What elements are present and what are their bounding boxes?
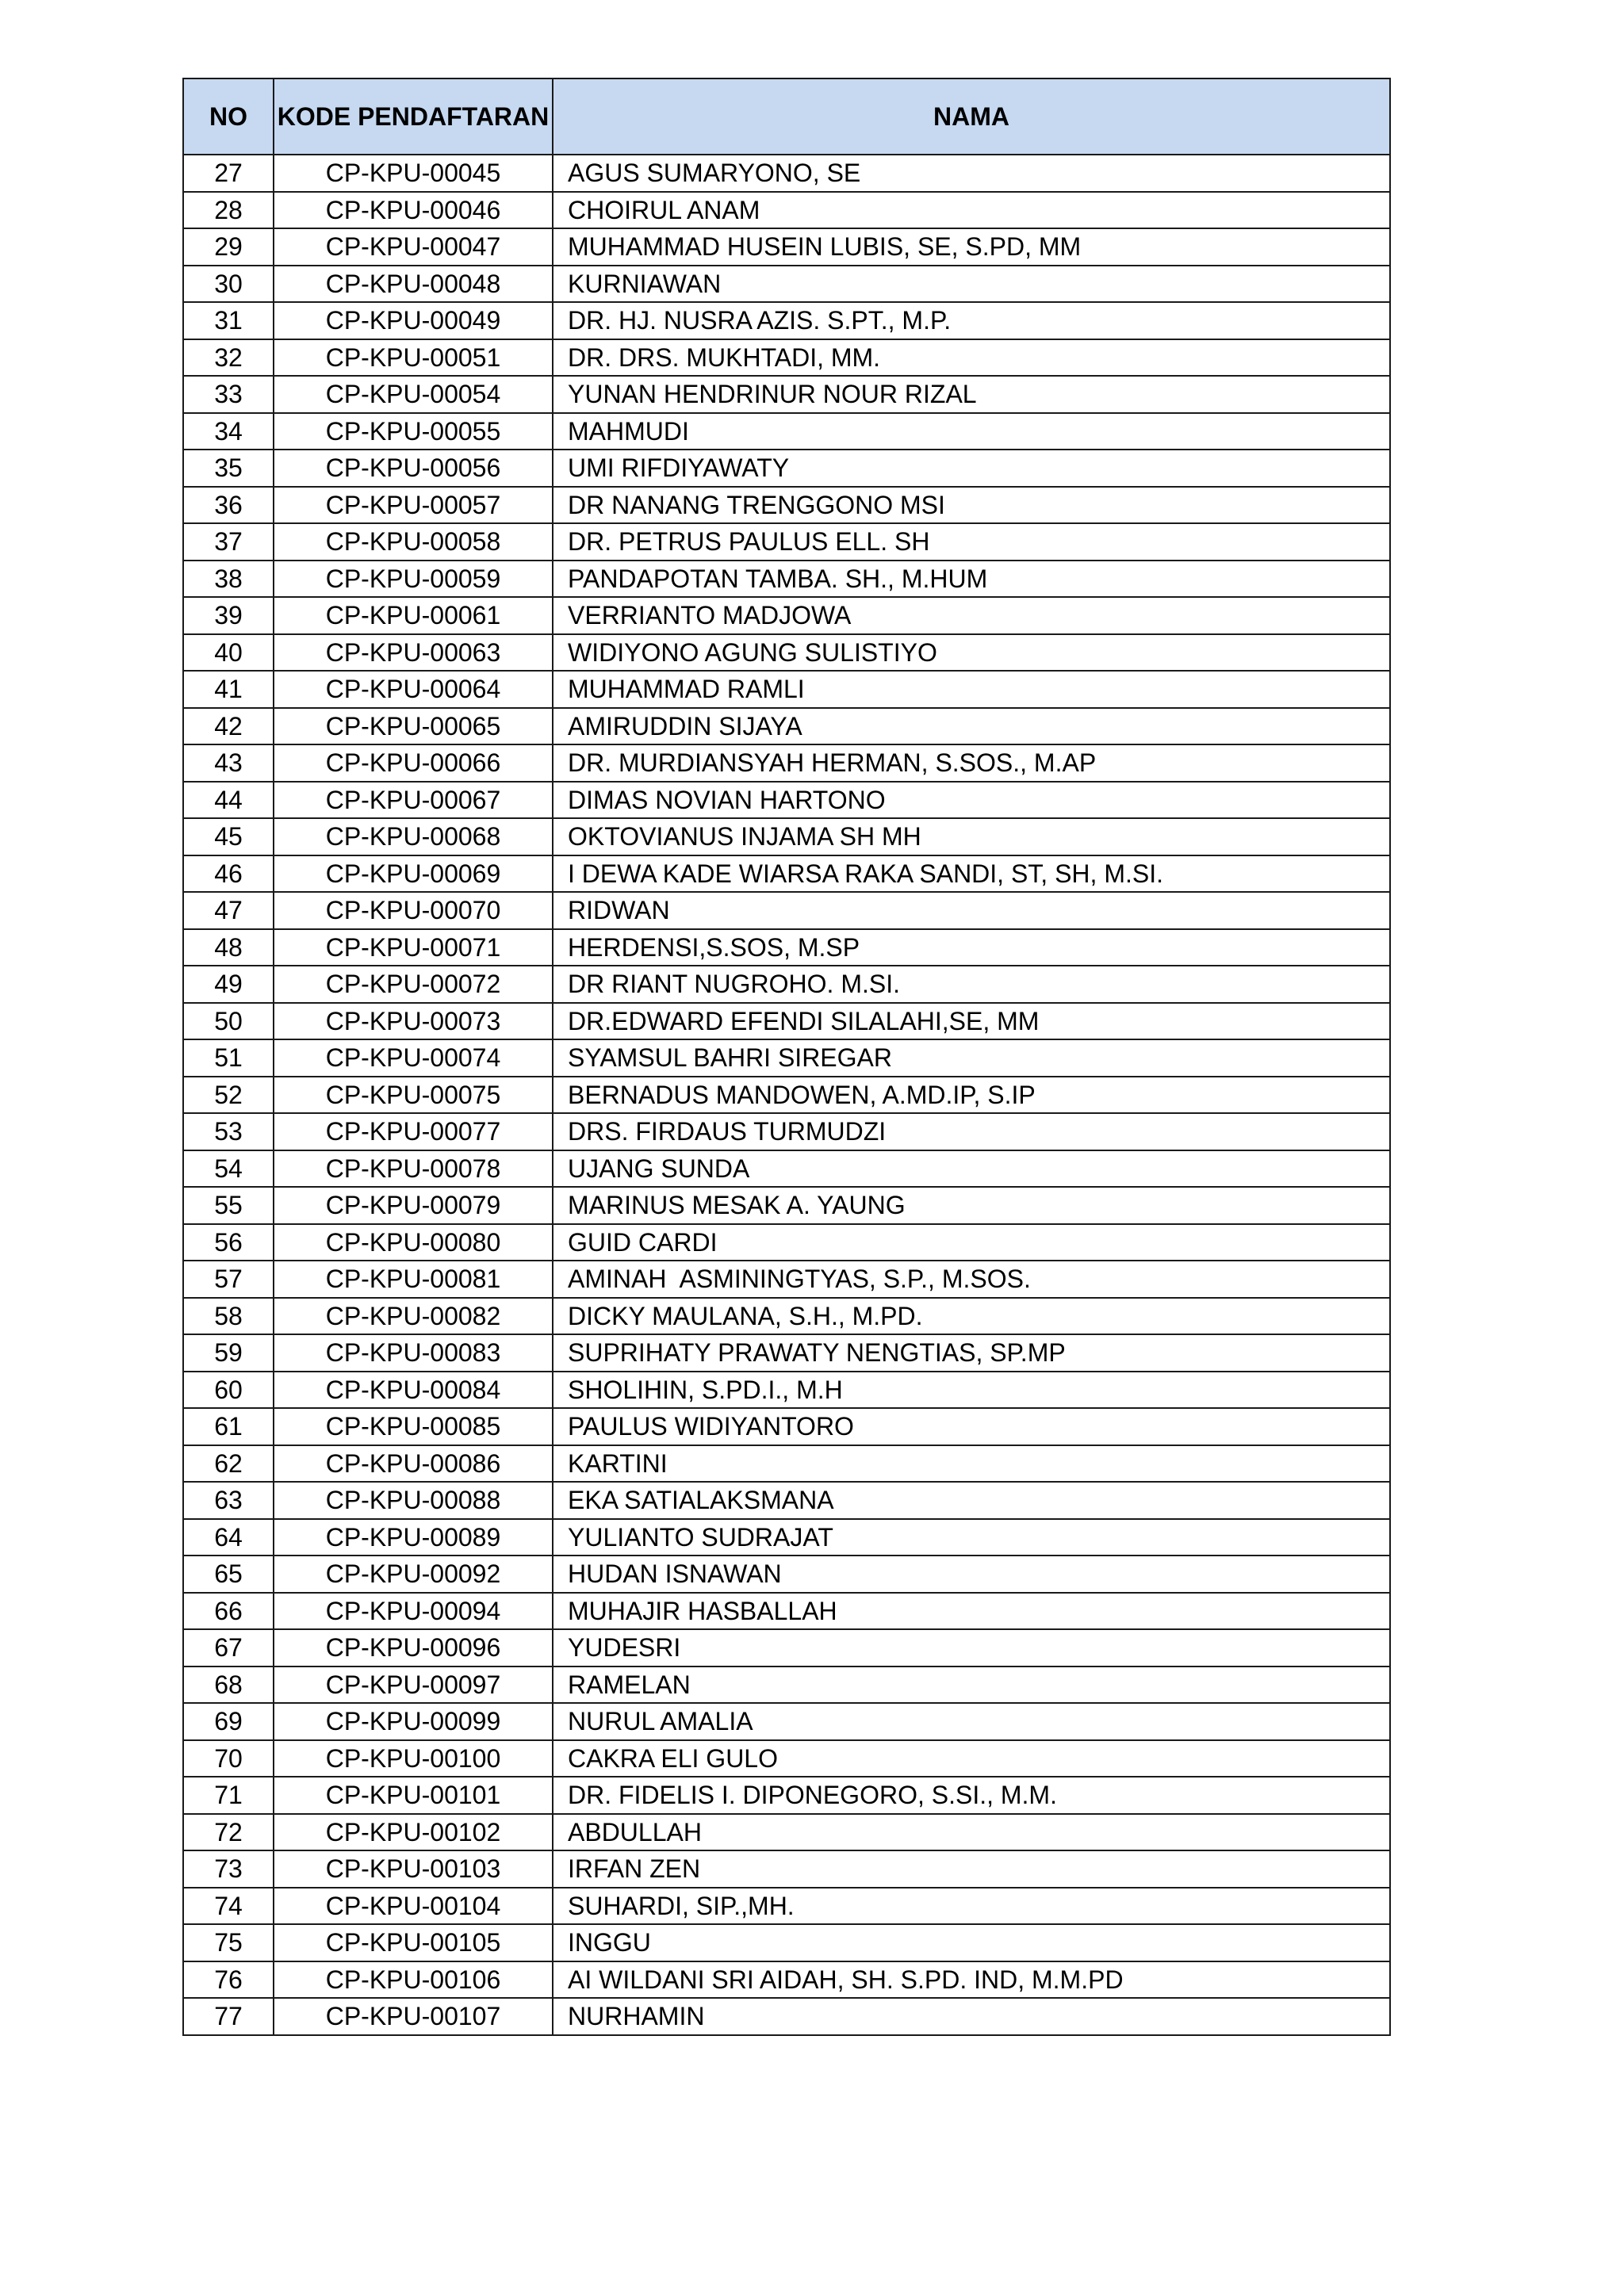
row-number-cell: 28 — [183, 192, 274, 229]
name-cell: WIDIYONO AGUNG SULISTIYO — [553, 634, 1390, 672]
registration-code-cell: CP-KPU-00046 — [274, 192, 553, 229]
registration-code-cell: CP-KPU-00066 — [274, 744, 553, 782]
row-number-cell: 60 — [183, 1372, 274, 1409]
table-row — [183, 966, 1390, 1003]
name-cell: DR. HJ. NUSRA AZIS. S.PT., M.P. — [553, 302, 1390, 339]
registration-code-cell: CP-KPU-00104 — [274, 1888, 553, 1925]
table-row — [183, 487, 1390, 524]
header-row — [183, 78, 1390, 155]
table-row — [183, 1039, 1390, 1077]
name-cell: SHOLIHIN, S.PD.I., M.H — [553, 1372, 1390, 1409]
row-number-cell: 29 — [183, 228, 274, 266]
table-row — [183, 1998, 1390, 2035]
registration-code-cell: CP-KPU-00084 — [274, 1372, 553, 1409]
registration-code-cell: CP-KPU-00058 — [274, 523, 553, 561]
registrant-table — [182, 78, 1391, 2036]
table-row — [183, 192, 1390, 229]
table-row — [183, 1814, 1390, 1851]
row-number-cell: 77 — [183, 1998, 274, 2035]
row-number-cell: 38 — [183, 561, 274, 598]
row-number-cell: 44 — [183, 782, 274, 819]
name-cell: AI WILDANI SRI AIDAH, SH. S.PD. IND, M.M.PD — [553, 1961, 1390, 1999]
name-cell: DR. DRS. MUKHTADI, MM. — [553, 339, 1390, 377]
name-cell: EKA SATIALAKSMANA — [553, 1482, 1390, 1519]
registration-code-cell: CP-KPU-00071 — [274, 929, 553, 966]
table-row — [183, 1556, 1390, 1593]
row-number-cell: 27 — [183, 155, 274, 192]
name-cell: DICKY MAULANA, S.H., M.PD. — [553, 1298, 1390, 1335]
registration-code-cell: CP-KPU-00080 — [274, 1224, 553, 1261]
table-row — [183, 1888, 1390, 1925]
table-row — [183, 929, 1390, 966]
row-number-cell: 46 — [183, 855, 274, 893]
table-row — [183, 1334, 1390, 1372]
row-number-cell: 65 — [183, 1556, 274, 1593]
row-number-cell: 70 — [183, 1740, 274, 1777]
registration-code-cell: CP-KPU-00107 — [274, 1998, 553, 2035]
name-cell: YUDESRI — [553, 1629, 1390, 1667]
table-row — [183, 266, 1390, 303]
table-header — [183, 78, 1390, 155]
row-number-cell: 66 — [183, 1593, 274, 1630]
row-number-cell: 73 — [183, 1850, 274, 1888]
registration-code-cell: CP-KPU-00092 — [274, 1556, 553, 1593]
name-cell: MAHMUDI — [553, 413, 1390, 450]
name-cell: MUHAJIR HASBALLAH — [553, 1593, 1390, 1630]
registration-code-cell: CP-KPU-00061 — [274, 597, 553, 634]
registration-code-cell: CP-KPU-00051 — [274, 339, 553, 377]
row-number-cell: 76 — [183, 1961, 274, 1999]
name-cell: AGUS SUMARYONO, SE — [553, 155, 1390, 192]
row-number-cell: 36 — [183, 487, 274, 524]
name-cell: VERRIANTO MADJOWA — [553, 597, 1390, 634]
table-row — [183, 634, 1390, 672]
name-cell: DR. PETRUS PAULUS ELL. SH — [553, 523, 1390, 561]
row-number-cell: 33 — [183, 376, 274, 413]
name-cell: DR. FIDELIS I. DIPONEGORO, S.SI., M.M. — [553, 1777, 1390, 1814]
name-cell: OKTOVIANUS INJAMA SH MH — [553, 818, 1390, 855]
table-row — [183, 1519, 1390, 1556]
header-kode-pendaftaran: KODE PENDAFTARAN — [274, 78, 553, 155]
registration-code-cell: CP-KPU-00078 — [274, 1150, 553, 1188]
row-number-cell: 30 — [183, 266, 274, 303]
table-row — [183, 1850, 1390, 1888]
row-number-cell: 63 — [183, 1482, 274, 1519]
table-row — [183, 855, 1390, 893]
table-row — [183, 1667, 1390, 1704]
name-cell: I DEWA KADE WIARSA RAKA SANDI, ST, SH, M.SI. — [553, 855, 1390, 893]
registration-code-cell: CP-KPU-00079 — [274, 1187, 553, 1224]
name-cell: RIDWAN — [553, 892, 1390, 929]
name-cell: DR RIANT NUGROHO. M.SI. — [553, 966, 1390, 1003]
registration-code-cell: CP-KPU-00103 — [274, 1850, 553, 1888]
table-row — [183, 450, 1390, 487]
name-cell: IRFAN ZEN — [553, 1850, 1390, 1888]
registration-code-cell: CP-KPU-00077 — [274, 1113, 553, 1150]
row-number-cell: 64 — [183, 1519, 274, 1556]
name-cell: BERNADUS MANDOWEN, A.MD.IP, S.IP — [553, 1077, 1390, 1114]
registration-code-cell: CP-KPU-00056 — [274, 450, 553, 487]
table-row — [183, 1150, 1390, 1188]
header-no: NO — [183, 78, 274, 155]
table-row — [183, 1961, 1390, 1999]
table-row — [183, 1113, 1390, 1150]
name-cell: HERDENSI,S.SOS, M.SP — [553, 929, 1390, 966]
table-row — [183, 155, 1390, 192]
registration-code-cell: CP-KPU-00097 — [274, 1667, 553, 1704]
row-number-cell: 40 — [183, 634, 274, 672]
registration-code-cell: CP-KPU-00070 — [274, 892, 553, 929]
name-cell: CHOIRUL ANAM — [553, 192, 1390, 229]
table-row — [183, 413, 1390, 450]
registration-code-cell: CP-KPU-00047 — [274, 228, 553, 266]
name-cell: NURUL AMALIA — [553, 1703, 1390, 1740]
table-row — [183, 597, 1390, 634]
registration-code-cell: CP-KPU-00073 — [274, 1003, 553, 1040]
name-cell: UJANG SUNDA — [553, 1150, 1390, 1188]
table-row — [183, 744, 1390, 782]
name-cell: RAMELAN — [553, 1667, 1390, 1704]
name-cell: NURHAMIN — [553, 1998, 1390, 2035]
table-row — [183, 302, 1390, 339]
table-row — [183, 1261, 1390, 1298]
name-cell: SUPRIHATY PRAWATY NENGTIAS, SP.MP — [553, 1334, 1390, 1372]
registration-code-cell: CP-KPU-00067 — [274, 782, 553, 819]
row-number-cell: 62 — [183, 1445, 274, 1483]
table-row — [183, 1298, 1390, 1335]
table-row — [183, 1077, 1390, 1114]
registration-code-cell: CP-KPU-00065 — [274, 708, 553, 745]
table-row — [183, 1187, 1390, 1224]
row-number-cell: 75 — [183, 1924, 274, 1961]
name-cell: PAULUS WIDIYANTORO — [553, 1408, 1390, 1445]
row-number-cell: 58 — [183, 1298, 274, 1335]
registration-code-cell: CP-KPU-00085 — [274, 1408, 553, 1445]
table-row — [183, 1703, 1390, 1740]
name-cell: GUID CARDI — [553, 1224, 1390, 1261]
row-number-cell: 31 — [183, 302, 274, 339]
name-cell: DR NANANG TRENGGONO MSI — [553, 487, 1390, 524]
header-nama: NAMA — [553, 78, 1390, 155]
name-cell: YUNAN HENDRINUR NOUR RIZAL — [553, 376, 1390, 413]
name-cell: YULIANTO SUDRAJAT — [553, 1519, 1390, 1556]
registration-code-cell: CP-KPU-00064 — [274, 671, 553, 708]
name-cell: DR.EDWARD EFENDI SILALAHI,SE, MM — [553, 1003, 1390, 1040]
row-number-cell: 59 — [183, 1334, 274, 1372]
row-number-cell: 69 — [183, 1703, 274, 1740]
registration-code-cell: CP-KPU-00088 — [274, 1482, 553, 1519]
registration-code-cell: CP-KPU-00082 — [274, 1298, 553, 1335]
row-number-cell: 39 — [183, 597, 274, 634]
row-number-cell: 55 — [183, 1187, 274, 1224]
table-row — [183, 1629, 1390, 1667]
table-row — [183, 671, 1390, 708]
row-number-cell: 43 — [183, 744, 274, 782]
table-body — [183, 155, 1390, 2035]
registration-code-cell: CP-KPU-00096 — [274, 1629, 553, 1667]
row-number-cell: 37 — [183, 523, 274, 561]
registration-code-cell: CP-KPU-00063 — [274, 634, 553, 672]
row-number-cell: 47 — [183, 892, 274, 929]
name-cell: AMIRUDDIN SIJAYA — [553, 708, 1390, 745]
table-row — [183, 708, 1390, 745]
table-row — [183, 1003, 1390, 1040]
row-number-cell: 71 — [183, 1777, 274, 1814]
row-number-cell: 41 — [183, 671, 274, 708]
name-cell: INGGU — [553, 1924, 1390, 1961]
name-cell: DIMAS NOVIAN HARTONO — [553, 782, 1390, 819]
name-cell: ABDULLAH — [553, 1814, 1390, 1851]
registration-code-cell: CP-KPU-00086 — [274, 1445, 553, 1483]
table-row — [183, 376, 1390, 413]
registration-code-cell: CP-KPU-00068 — [274, 818, 553, 855]
table-row — [183, 1924, 1390, 1961]
row-number-cell: 32 — [183, 339, 274, 377]
row-number-cell: 67 — [183, 1629, 274, 1667]
table-row — [183, 523, 1390, 561]
row-number-cell: 50 — [183, 1003, 274, 1040]
registration-code-cell: CP-KPU-00083 — [274, 1334, 553, 1372]
name-cell: KURNIAWAN — [553, 266, 1390, 303]
table-row — [183, 1777, 1390, 1814]
registration-code-cell: CP-KPU-00069 — [274, 855, 553, 893]
row-number-cell: 53 — [183, 1113, 274, 1150]
name-cell: SUHARDI, SIP.,MH. — [553, 1888, 1390, 1925]
table-row — [183, 1740, 1390, 1777]
table-row — [183, 892, 1390, 929]
table-row — [183, 1593, 1390, 1630]
name-cell: HUDAN ISNAWAN — [553, 1556, 1390, 1593]
registration-code-cell: CP-KPU-00074 — [274, 1039, 553, 1077]
row-number-cell: 42 — [183, 708, 274, 745]
name-cell: SYAMSUL BAHRI SIREGAR — [553, 1039, 1390, 1077]
name-cell: MUHAMMAD RAMLI — [553, 671, 1390, 708]
row-number-cell: 57 — [183, 1261, 274, 1298]
registration-code-cell: CP-KPU-00099 — [274, 1703, 553, 1740]
table-row — [183, 1372, 1390, 1409]
name-cell: PANDAPOTAN TAMBA. SH., M.HUM — [553, 561, 1390, 598]
name-cell: DRS. FIRDAUS TURMUDZI — [553, 1113, 1390, 1150]
row-number-cell: 68 — [183, 1667, 274, 1704]
table-row — [183, 339, 1390, 377]
table-row — [183, 818, 1390, 855]
registration-code-cell: CP-KPU-00089 — [274, 1519, 553, 1556]
name-cell: MUHAMMAD HUSEIN LUBIS, SE, S.PD, MM — [553, 228, 1390, 266]
registration-code-cell: CP-KPU-00106 — [274, 1961, 553, 1999]
row-number-cell: 35 — [183, 450, 274, 487]
row-number-cell: 61 — [183, 1408, 274, 1445]
table-row — [183, 228, 1390, 266]
row-number-cell: 48 — [183, 929, 274, 966]
name-cell: DR. MURDIANSYAH HERMAN, S.SOS., M.AP — [553, 744, 1390, 782]
registration-code-cell: CP-KPU-00081 — [274, 1261, 553, 1298]
registration-code-cell: CP-KPU-00059 — [274, 561, 553, 598]
row-number-cell: 51 — [183, 1039, 274, 1077]
row-number-cell: 74 — [183, 1888, 274, 1925]
table-row — [183, 1224, 1390, 1261]
row-number-cell: 49 — [183, 966, 274, 1003]
table-row — [183, 561, 1390, 598]
name-cell: UMI RIFDIYAWATY — [553, 450, 1390, 487]
row-number-cell: 56 — [183, 1224, 274, 1261]
row-number-cell: 72 — [183, 1814, 274, 1851]
table-row — [183, 782, 1390, 819]
row-number-cell: 54 — [183, 1150, 274, 1188]
registration-code-cell: CP-KPU-00100 — [274, 1740, 553, 1777]
name-cell: KARTINI — [553, 1445, 1390, 1483]
table-row — [183, 1482, 1390, 1519]
registration-code-cell: CP-KPU-00055 — [274, 413, 553, 450]
row-number-cell: 45 — [183, 818, 274, 855]
registration-code-cell: CP-KPU-00075 — [274, 1077, 553, 1114]
table-row — [183, 1445, 1390, 1483]
registration-code-cell: CP-KPU-00094 — [274, 1593, 553, 1630]
table-row — [183, 1408, 1390, 1445]
name-cell: AMINAH ASMININGTYAS, S.P., M.SOS. — [553, 1261, 1390, 1298]
registration-code-cell: CP-KPU-00054 — [274, 376, 553, 413]
name-cell: MARINUS MESAK A. YAUNG — [553, 1187, 1390, 1224]
registration-code-cell: CP-KPU-00101 — [274, 1777, 553, 1814]
row-number-cell: 52 — [183, 1077, 274, 1114]
name-cell: CAKRA ELI GULO — [553, 1740, 1390, 1777]
registration-code-cell: CP-KPU-00072 — [274, 966, 553, 1003]
row-number-cell: 34 — [183, 413, 274, 450]
registration-code-cell: CP-KPU-00045 — [274, 155, 553, 192]
registration-code-cell: CP-KPU-00049 — [274, 302, 553, 339]
registration-code-cell: CP-KPU-00105 — [274, 1924, 553, 1961]
registration-code-cell: CP-KPU-00057 — [274, 487, 553, 524]
registration-code-cell: CP-KPU-00102 — [274, 1814, 553, 1851]
registration-code-cell: CP-KPU-00048 — [274, 266, 553, 303]
